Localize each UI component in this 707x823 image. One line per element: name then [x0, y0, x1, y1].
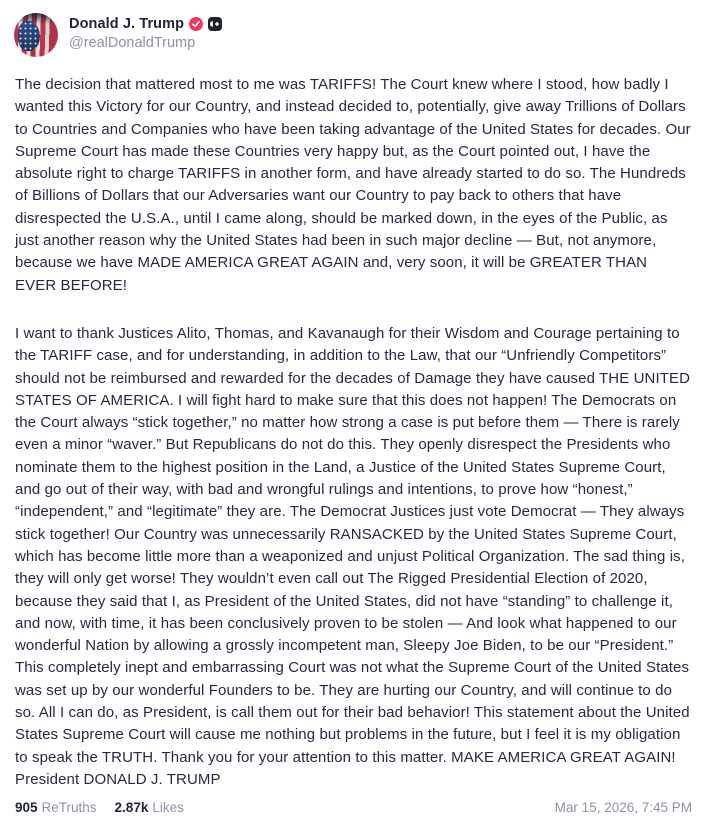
- post-timestamp[interactable]: Mar 15, 2026, 7:45 PM: [554, 800, 692, 815]
- post-body: [0, 74, 707, 791]
- post-paragraph-2: I want to thank Justices Alito, Thomas, and Kavanaugh for their Wisdom and Courage pertaining to the TARIFF case, and for understanding, in addition to the Law, that our “Unfriendly Competitors” should not be reimbursed and rewarded for the decades of Damage they have caused THE UNITED STATES OF AMERICA. I will fight hard to make sure that this does not happen! The Democrats on the Court always “stick together,” no matter how strong a case is put before them — There is rarely even a minor “waver.” But Republicans do not do this. They openly disrespect the Presidents who nominate them to the highest position in the Land, a Justice of the United States Supreme Court, and go out of their way, with bad and wrongful rulings and intentions, to prove how “honest,” “independent,” and “legitimate” they are. The Democrat Justices just vote Democrat — They always stick together! Our Country was unnecessarily RANSACKED by the United States Supreme Court, which has become little more than a weaponized and unjust Political Organization. The sad thing is, they will only get worse! They wouldn’t even call out The Rigged Presidential Election of 2020, because they said that I, as President of the United States, did not have “standing” to challenge it, and now, with time, it has been conclusively proven to be stolen — And look what happened to our wonderful Nation by allowing a grossly incompetent man, Sleepy Joe Biden, to be our “President.” This completely inept and embarrassing Court was not what the Supreme Court of the United States was set up by our wonderful Founders to be. They are hurting our Country, and will continue to do so. All I can do, as President, is call them out for their bad behavior! This statement about the United States Supreme Court will cause me nothing but problems in the future, but I feel it is my obligation to speak the TRUTH. Thank you for your attention to this matter. MAKE AMERICA GREAT AGAIN! President DONALD J. TRUMP: [15, 324, 691, 788]
- post-stats: [15, 800, 184, 815]
- author-name-row: [69, 16, 222, 32]
- author-info: [69, 13, 222, 51]
- author-handle[interactable]: @realDonaldTrump: [69, 35, 196, 51]
- post-header: [0, 0, 707, 57]
- verified-check-icon: [189, 17, 203, 31]
- author-avatar[interactable]: [14, 13, 58, 57]
- truth-plus-icon: [208, 17, 222, 31]
- author-display-name[interactable]: Donald J. Trump: [69, 16, 185, 32]
- retruths-count: 905: [15, 800, 38, 815]
- likes-label: Likes: [152, 800, 184, 815]
- retruths-stat[interactable]: [15, 800, 97, 815]
- post-paragraph-1: The decision that mattered most to me was TARIFFS! The Court knew where I stood, how badly I wanted this Victory for our Country, and instead decided to, potentially, give away Trillions of Dollars to Countries and Companies who have been taking advantage of the United States for decades. Our Supreme Court has made these Countries very happy but, as the Court pointed out, I have the absolute right to charge TARIFFS in another form, and have already started to do so. The Hundreds of Billions of Dollars that our Adversaries want our Country to pay back to others that have disrespected the U.S.A., until I came along, should be marked down, in the eyes of the Public, as just another reason why the United States had been in such major decline — But, not anymore, because we have MADE AMERICA GREAT AGAIN and, very soon, it will be GREATER THAN EVER BEFORE!: [15, 76, 691, 294]
- post-footer: [0, 800, 707, 815]
- likes-count: 2.87k: [114, 800, 149, 815]
- likes-stat[interactable]: [115, 800, 184, 815]
- retruths-label: ReTruths: [41, 800, 97, 815]
